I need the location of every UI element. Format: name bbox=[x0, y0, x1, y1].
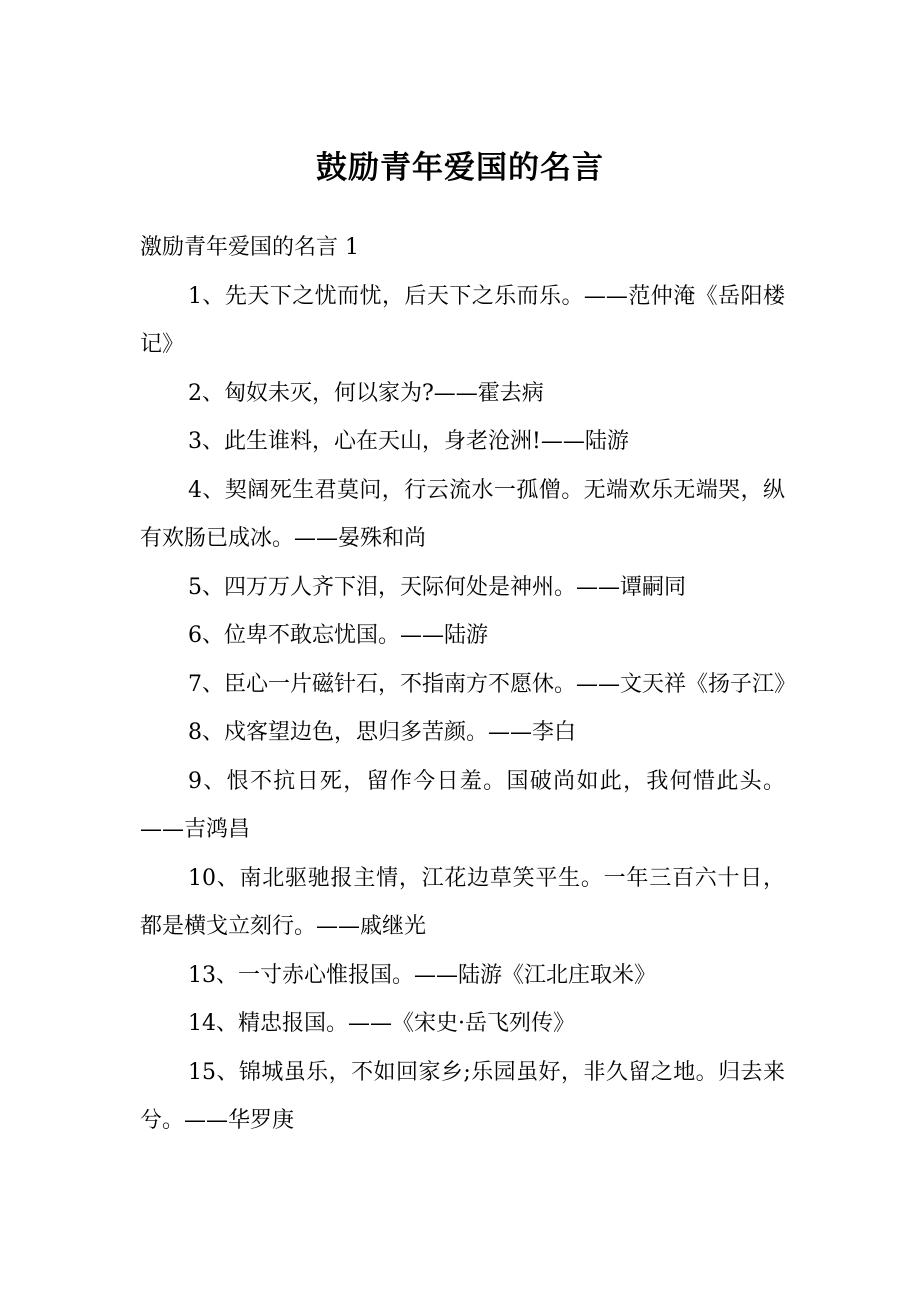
quote-4: 4、契阔死生君莫问，行云流水一孤僧。无端欢乐无端哭，纵有欢肠已成冰。——晏殊和尚 bbox=[140, 477, 785, 551]
quote-2: 2、匈奴未灭，何以家为?——霍去病 bbox=[188, 380, 544, 406]
quote-10: 10、南北驱驰报主情，江花边草笑平生。一年三百六十日，都是横戈立刻行。——戚继光 bbox=[140, 865, 785, 939]
quote-3: 3、此生谁料，心在天山，身老沧洲!——陆游 bbox=[188, 429, 629, 454]
quote-5: 5、四万万人齐下泪，天际何处是神州。——谭嗣同 bbox=[188, 574, 686, 600]
document-title: 鼓励青年爱国的名言 bbox=[316, 150, 604, 186]
quote-7: 7、臣心一片磁针石，不指南方不愿休。——文天祥《扬子江》 bbox=[188, 671, 796, 697]
quote-9: 9、恨不抗日死，留作今日羞。国破尚如此，我何惜此头。——吉鸿昌 bbox=[140, 768, 785, 842]
quote-13: 13、一寸赤心惟报国。——陆游《江北庄取米》 bbox=[188, 962, 656, 988]
quote-6: 6、位卑不敢忘忧国。——陆游 bbox=[188, 623, 488, 648]
document-body bbox=[140, 224, 796, 1146]
quote-8: 8、戍客望边色，思归多苦颜。——李白 bbox=[188, 720, 576, 745]
quote-15: 15、锦城虽乐，不如回家乡;乐园虽好，非久留之地。归去来兮。——华罗庚 bbox=[140, 1059, 785, 1133]
quote-14: 14、精忠报国。——《宋史·岳飞列传》 bbox=[188, 1011, 575, 1036]
quote-1: 1、先天下之忧而忧，后天下之乐而乐。——范仲淹《岳阳楼记》 bbox=[140, 283, 785, 357]
section-heading: 激励青年爱国的名言 1 bbox=[140, 235, 359, 260]
